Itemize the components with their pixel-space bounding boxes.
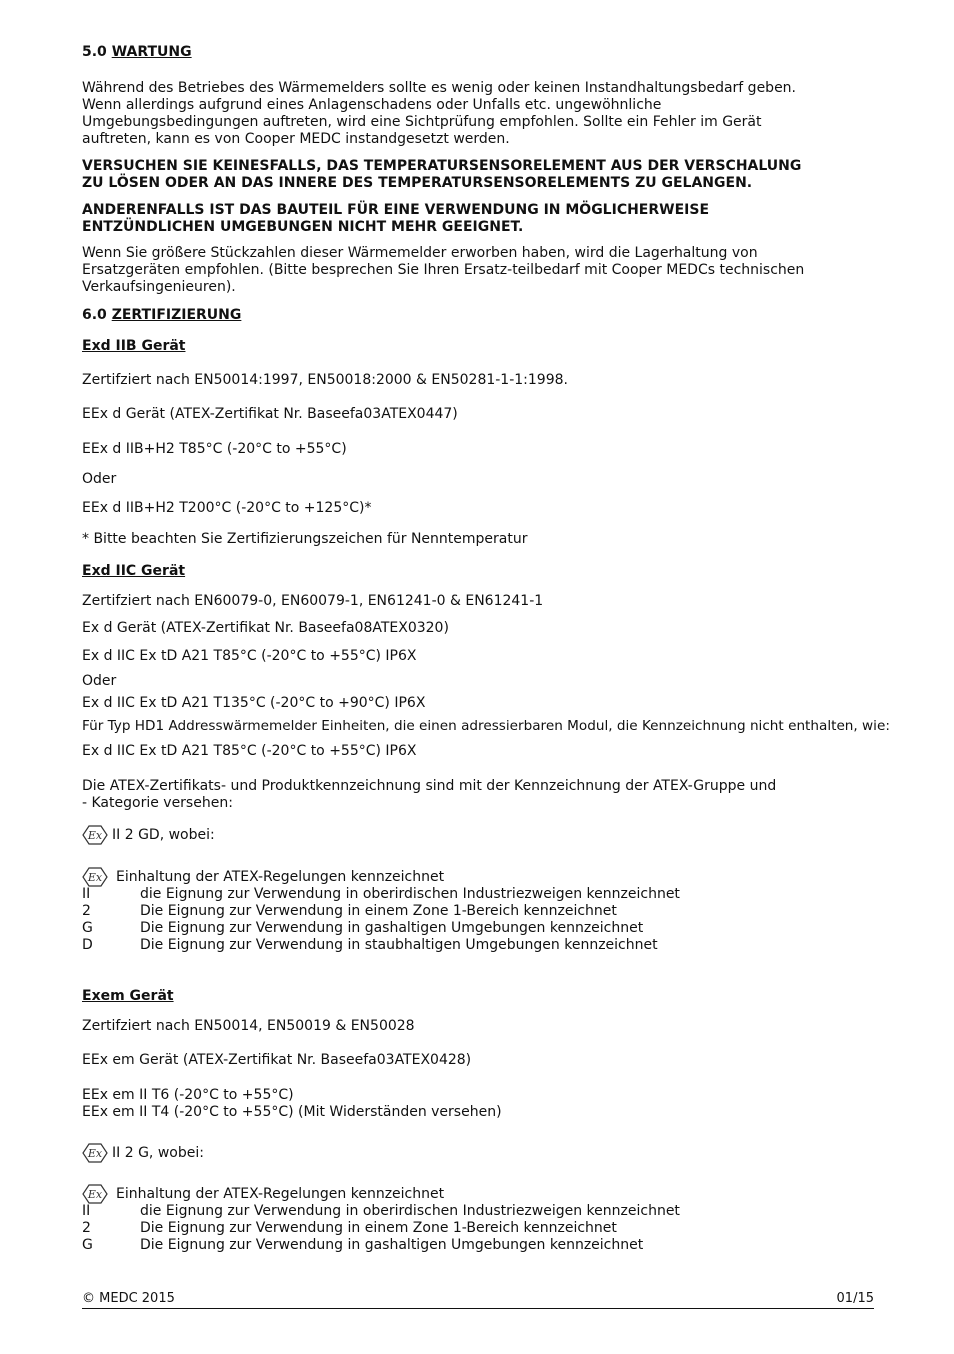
iic-line: Oder <box>82 673 117 689</box>
iib-line: Zertifziert nach EN50014:1997, EN50018:2000 & EN50281-1-1:1998. <box>82 372 568 388</box>
exem-line: EEx em II T4 (-20°C to +55°C) (Mit Widerständen versehen) <box>82 1104 502 1120</box>
iib-subheading: Exd IIB Gerät <box>82 338 186 354</box>
exem-line: EEx em II T6 (-20°C to +55°C) <box>82 1087 294 1103</box>
iic-mark-line <box>82 824 882 846</box>
section-5-heading <box>82 44 882 61</box>
exem-legend <box>82 1183 882 1254</box>
section-number: 6.0 <box>82 307 107 323</box>
section-title: ZERTIFIZIERUNG <box>111 307 242 323</box>
svg-text:Ex: Ex <box>87 1188 103 1201</box>
exem-mark-line <box>82 1142 882 1164</box>
iic-line: Für Typ HD1 Addresswärmemelder Einheiten, die einen adressierbaren Modul, die Kennzeichnung nicht enthalten, wie: <box>82 718 890 734</box>
section-number: 5.0 <box>82 44 107 60</box>
iic-paragraph: Die ATEX-Zertifikats- und Produktkennzeichnung sind mit der Kennzeichnung der ATEX-Gruppe und - Kategorie versehen: <box>82 778 777 811</box>
iib-line: EEx d IIB+H2 T85°C (-20°C to +55°C) <box>82 441 347 457</box>
footer-date: 01/15 <box>836 1291 874 1306</box>
iic-line: Ex d IIC Ex tD A21 T85°C (-20°C to +55°C) IP6X <box>82 648 417 664</box>
iib-note: * Bitte beachten Sie Zertifizierungszeichen für Nenntemperatur <box>82 531 528 547</box>
legend-row: G Die Eignung zur Verwendung in gashaltigen Umgebungen kennzeichnet <box>82 1237 644 1253</box>
iic-line: Zertifziert nach EN60079-0, EN60079-1, EN61241-0 & EN61241-1 <box>82 593 544 609</box>
svg-text:Ex: Ex <box>87 829 103 842</box>
section-title: WARTUNG <box>111 44 192 60</box>
exem-line: EEx em Gerät (ATEX-Zertifikat Nr. Baseefa03ATEX0428) <box>82 1052 472 1068</box>
iib-line: Oder <box>82 471 117 487</box>
spares-paragraph: Wenn Sie größere Stückzahlen dieser Wärmemelder erworben haben, wird die Lagerhaltung von Ersatzgeräten empfohlen. (Bitte besprechen Sie Ihren Ersatz-teilbedarf mit Cooper MEDCs technischen Verkaufsingenieuren). <box>82 245 805 295</box>
iib-line: EEx d IIB+H2 T200°C (-20°C to +125°C)* <box>82 500 372 516</box>
ex-hexagon-icon <box>82 1183 108 1205</box>
iic-subheading: Exd IIC Gerät <box>82 563 186 579</box>
ex-hexagon-icon <box>82 866 108 888</box>
section-6-heading <box>82 307 882 324</box>
svg-text:Ex: Ex <box>87 1147 103 1160</box>
legend-row: 2 Die Eignung zur Verwendung in einem Zone 1-Bereich kennzeichnet <box>82 1220 617 1236</box>
footer-rule <box>82 1308 874 1309</box>
warning-1: VERSUCHEN SIE KEINESFALLS, DAS TEMPERATURSENSORELEMENT AUS DER VERSCHALUNG ZU LÖSEN ODER AN DAS INNERE DES TEMPERATURSENSORELEMENTS ZU GELANGEN. <box>82 158 802 191</box>
ex-hexagon-icon <box>82 1142 108 1164</box>
mark-label: II 2 G, wobei: <box>112 1145 204 1161</box>
legend-intro: Ex Einhaltung der ATEX-Regelungen kennzeichnet <box>82 1183 882 1205</box>
legend-intro: Ex Einhaltung der ATEX-Regelungen kennzeichnet <box>82 866 882 888</box>
iic-legend <box>82 866 882 954</box>
mark-label: II 2 GD, wobei: <box>112 827 215 843</box>
iic-line: Ex d Gerät (ATEX-Zertifikat Nr. Baseefa08ATEX0320) <box>82 620 449 636</box>
legend-row: II die Eignung zur Verwendung in oberirdischen Industriezweigen kennzeichnet <box>82 1203 680 1219</box>
ex-hexagon-icon <box>82 824 108 846</box>
iic-line: Ex d IIC Ex tD A21 T85°C (-20°C to +55°C) IP6X <box>82 743 417 759</box>
warning-2: ANDERENFALLS IST DAS BAUTEIL FÜR EINE VERWENDUNG IN MÖGLICHERWEISE ENTZÜNDLICHEN UMGEBUNGEN NICHT MEHR GEEIGNET. <box>82 202 710 235</box>
footer-copyright: © MEDC 2015 <box>82 1291 175 1306</box>
iib-line: EEx d Gerät (ATEX-Zertifikat Nr. Baseefa03ATEX0447) <box>82 406 458 422</box>
legend-row: II die Eignung zur Verwendung in oberirdischen Industriezweigen kennzeichnet <box>82 886 680 902</box>
iic-line: Ex d IIC Ex tD A21 T135°C (-20°C to +90°C) IP6X <box>82 695 426 711</box>
exem-line: Zertifziert nach EN50014, EN50019 & EN50028 <box>82 1018 415 1034</box>
maintenance-paragraph: Während des Betriebes des Wärmemelders sollte es wenig oder keinen Instandhaltungsbedarf geben. Wenn allerdings aufgrund eines Anlagenschadens oder Unfalls etc. ungewöhnliche Umgebungsbedingungen auftreten, wird eine Sichtprüfung empfohlen. Sollte ein Fehler im Gerät auftreten, kann es von Cooper MEDC instandgesetzt werden. <box>82 80 797 147</box>
exem-subheading: Exem Gerät <box>82 988 174 1004</box>
page-footer <box>82 1290 874 1307</box>
legend-row: 2 Die Eignung zur Verwendung in einem Zone 1-Bereich kennzeichnet <box>82 903 617 919</box>
svg-text:Ex: Ex <box>87 871 103 884</box>
legend-row: G Die Eignung zur Verwendung in gashaltigen Umgebungen kennzeichnet <box>82 920 644 936</box>
legend-row: D Die Eignung zur Verwendung in staubhaltigen Umgebungen kennzeichnet <box>82 937 658 953</box>
